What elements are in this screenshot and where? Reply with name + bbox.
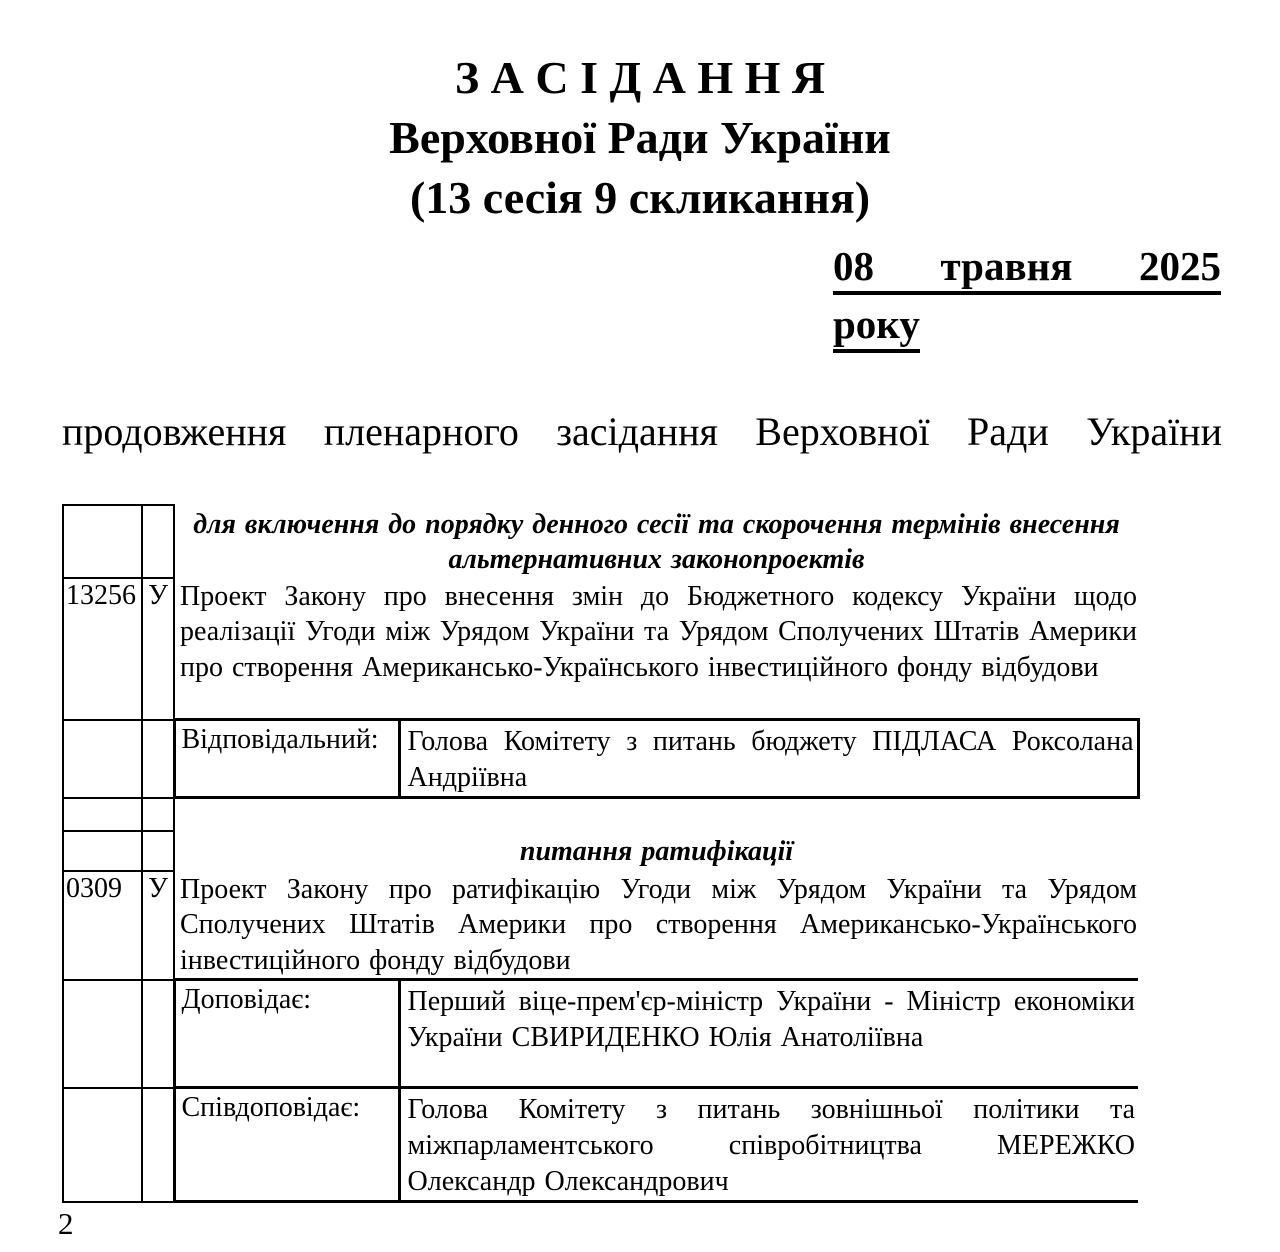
- role-label-cell: Співдоповідає:: [174, 1088, 399, 1202]
- doc-title-line2: Верховної Ради України: [389, 112, 891, 163]
- empty-flag-cell: [142, 720, 174, 798]
- doc-title-line3: (13 сесія 9 скликання): [409, 172, 871, 223]
- section2-header-row: [63, 831, 1138, 871]
- page-number: 2: [58, 1206, 74, 1241]
- date-year: 2025: [1138, 243, 1221, 289]
- role-label-cell: Доповідає:: [174, 980, 399, 1088]
- empty-flag-cell: [142, 505, 174, 578]
- session-date-line1: [833, 244, 1221, 295]
- date-month: травня: [940, 243, 1073, 289]
- bill-title-cell: Проект Закону про ратифікацію Угоди між Урядом України та Урядом Сполучених Штатів Америки про створення Американсько-Українського інвестиційного фонду відбудови: [180, 873, 1138, 976]
- date-day: 08: [833, 243, 874, 289]
- role-person-cell: Перший віце-прем'єр-міністр України - Міністр економіки України СВИРИДЕНКО Юлія Анатоліївна: [399, 980, 1138, 1088]
- section2-header-cell: питання ратифікації: [519, 835, 794, 867]
- empty-number-cell: [63, 831, 142, 871]
- bill-flag-cell: У: [142, 578, 174, 720]
- bill-title-cell: Проект Закону про внесення змін до Бюджетного кодексу України щодо реалізації Угоди між Урядом України та Урядом Сполучених Штатів Америки про створення Американсько-Українського інвестиційного фонду відбудови: [180, 580, 1138, 683]
- empty-number-cell: [63, 720, 142, 798]
- date-roku: року: [833, 302, 920, 353]
- bill-13256-responsible-row: [63, 720, 1138, 798]
- role-person-cell: Голова Комітету з питань бюджету ПІДЛАСА Роксолана Андріївна: [399, 720, 1138, 798]
- bill-0309-cospeaker-row: [63, 1088, 1138, 1202]
- empty-number-cell: [63, 980, 142, 1088]
- agenda-table: [62, 504, 1140, 1204]
- bill-0309-row: [63, 871, 1138, 980]
- bill-number-cell: 13256: [63, 578, 142, 720]
- title-block: [0, 0, 1280, 228]
- empty-number-cell: [63, 505, 142, 578]
- session-date-line2: [833, 302, 1221, 353]
- role-label-cell: Відповідальний:: [174, 720, 399, 798]
- doc-title-line1: З А С І Д А Н Н Я: [454, 52, 826, 103]
- session-date: [833, 244, 1221, 353]
- section1-header-cell: для включення до порядку денного сесії та скорочення термінів внесення альтернативних законопроектів: [193, 508, 1120, 575]
- empty-number-cell: [63, 798, 142, 831]
- empty-flag-cell: [142, 831, 174, 871]
- empty-flag-cell: [142, 798, 174, 831]
- section1-header-row: [63, 505, 1138, 578]
- bill-flag-cell: У: [142, 871, 174, 980]
- continuation-subtitle: продовження пленарного засідання Верховної Ради України: [62, 408, 1222, 454]
- empty-content-cell: [174, 798, 1138, 831]
- bill-0309-speaker-row: [63, 980, 1138, 1088]
- empty-flag-cell: [142, 980, 174, 1088]
- bill-number-cell: 0309: [63, 871, 142, 980]
- bill-13256-row: [63, 578, 1138, 720]
- empty-number-cell: [63, 1088, 142, 1202]
- spacer-row: [63, 798, 1138, 831]
- role-person-cell: Голова Комітету з питань зовнішньої політики та міжпарламентського співробітництва МЕРЕЖКО Олександр Олександрович: [399, 1088, 1138, 1202]
- empty-flag-cell: [142, 1088, 174, 1202]
